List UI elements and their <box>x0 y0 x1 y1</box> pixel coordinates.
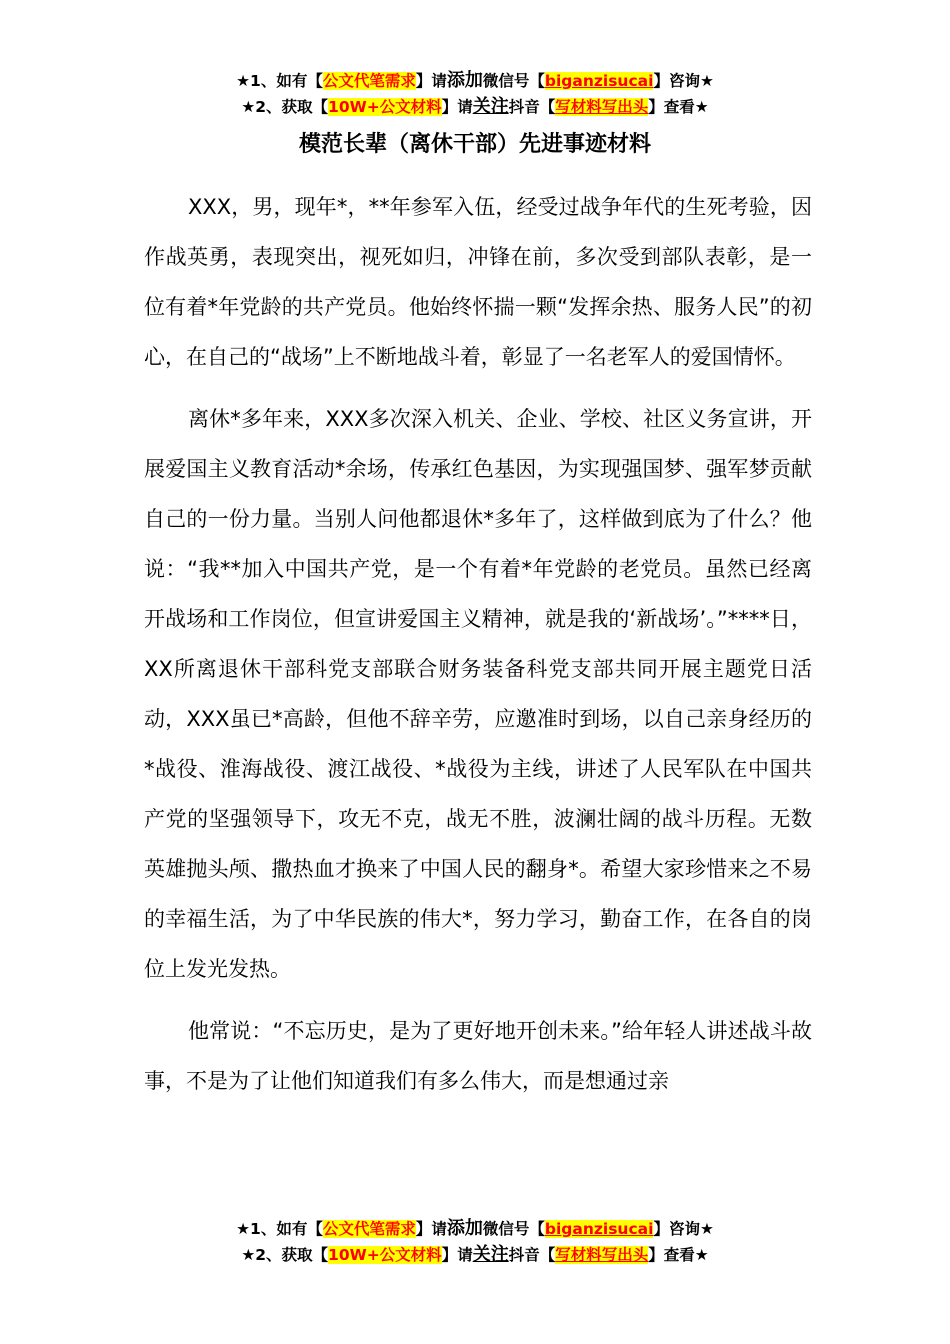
banner-text: 】请 <box>441 98 473 116</box>
banner-text: 】咨询★ <box>653 72 714 90</box>
banner-highlight: 10W+公文材料 <box>328 98 442 116</box>
paragraph: XXX，男，现年*，**年参军入伍，经受过战争年代的生死考验，因作战英勇，表现突出，视死如归，冲锋在前，多次受到部队表彰，是一位有着*年党龄的共产党员。他始终怀揣一颗“发挥余热、服务人民”的初心，在自己的“战场”上不断地战斗着，彰显了一名老军人的爱国情怀。 <box>144 195 812 369</box>
banner-text: ★2、获取【 <box>241 98 329 116</box>
banner-emphasis: 关注 <box>472 96 509 117</box>
banner-line-2 <box>0 94 950 120</box>
banner-highlight: 10W+公文材料 <box>328 1246 442 1264</box>
douyin-account-link[interactable]: 写材料写出头 <box>555 1246 649 1264</box>
banner-highlight: 公文代笔需求 <box>322 1220 416 1238</box>
banner-text: 】请 <box>441 1246 473 1264</box>
document-title: 模范长辈（离休干部）先进事迹材料 <box>298 132 651 157</box>
paragraph: 他常说：“不忘历史，是为了更好地开创未来。”给年轻人讲述战斗故事，不是为了让他们知道我们有多么伟大，而是想通过亲 <box>144 1019 812 1093</box>
banner-text: 微信号【 <box>482 1220 545 1238</box>
banner-line-1 <box>0 1216 950 1242</box>
banner-text: 】请 <box>415 1220 447 1238</box>
document-body <box>144 182 812 1118</box>
banner-text: ★2、获取【 <box>241 1246 329 1264</box>
banner-text: 】查看★ <box>648 1246 709 1264</box>
header-banner <box>0 68 950 120</box>
banner-text: 抖音【 <box>508 1246 556 1264</box>
banner-text: 】请 <box>415 72 447 90</box>
banner-text: 】查看★ <box>648 98 709 116</box>
banner-text: ★1、如有【 <box>236 1220 323 1238</box>
banner-text: ★1、如有【 <box>236 72 323 90</box>
banner-emphasis: 添加 <box>446 70 483 91</box>
wechat-id-link[interactable]: biganzisucai <box>544 72 654 90</box>
banner-line-2 <box>0 1242 950 1268</box>
banner-text: 抖音【 <box>508 98 556 116</box>
footer-banner <box>0 1216 950 1268</box>
paragraph: 离休*多年来，XXX多次深入机关、企业、学校、社区义务宣讲，开展爱国主义教育活动*余场，传承红色基因，为实现强国梦、强军梦贡献自己的一份力量。当别人问他都退休*多年了，这样做到底为了什么？他说：“我**加入中国共产党，是一个有着*年党龄的老党员。虽然已经离开战场和工作岗位，但宣讲爱国主义精神，就是我的‘新战场’。”****日，XX所离退休干部科党支部联合财务装备科党支部共同开展主题党日活动，XXX虽已*高龄，但他不辞辛劳，应邀准时到场，以自己亲身经历的*战役、淮海战役、渡江战役、*战役为主线，讲述了人民军队在中国共产党的坚强领导下，攻无不克，战无不胜，波澜壮阔的战斗历程。无数英雄抛头颅、撒热血才换来了中国人民的翻身*。希望大家珍惜来之不易的幸福生活，为了中华民族的伟大*，努力学习，勤奋工作，在各自的岗位上发光发热。 <box>144 407 812 981</box>
banner-text: 微信号【 <box>482 72 545 90</box>
banner-highlight: 公文代笔需求 <box>322 72 416 90</box>
wechat-id-link[interactable]: biganzisucai <box>544 1220 654 1238</box>
banner-emphasis: 添加 <box>446 1218 483 1239</box>
douyin-account-link[interactable]: 写材料写出头 <box>555 98 649 116</box>
banner-text: 】咨询★ <box>653 1220 714 1238</box>
banner-line-1 <box>0 68 950 94</box>
banner-emphasis: 关注 <box>472 1244 509 1265</box>
